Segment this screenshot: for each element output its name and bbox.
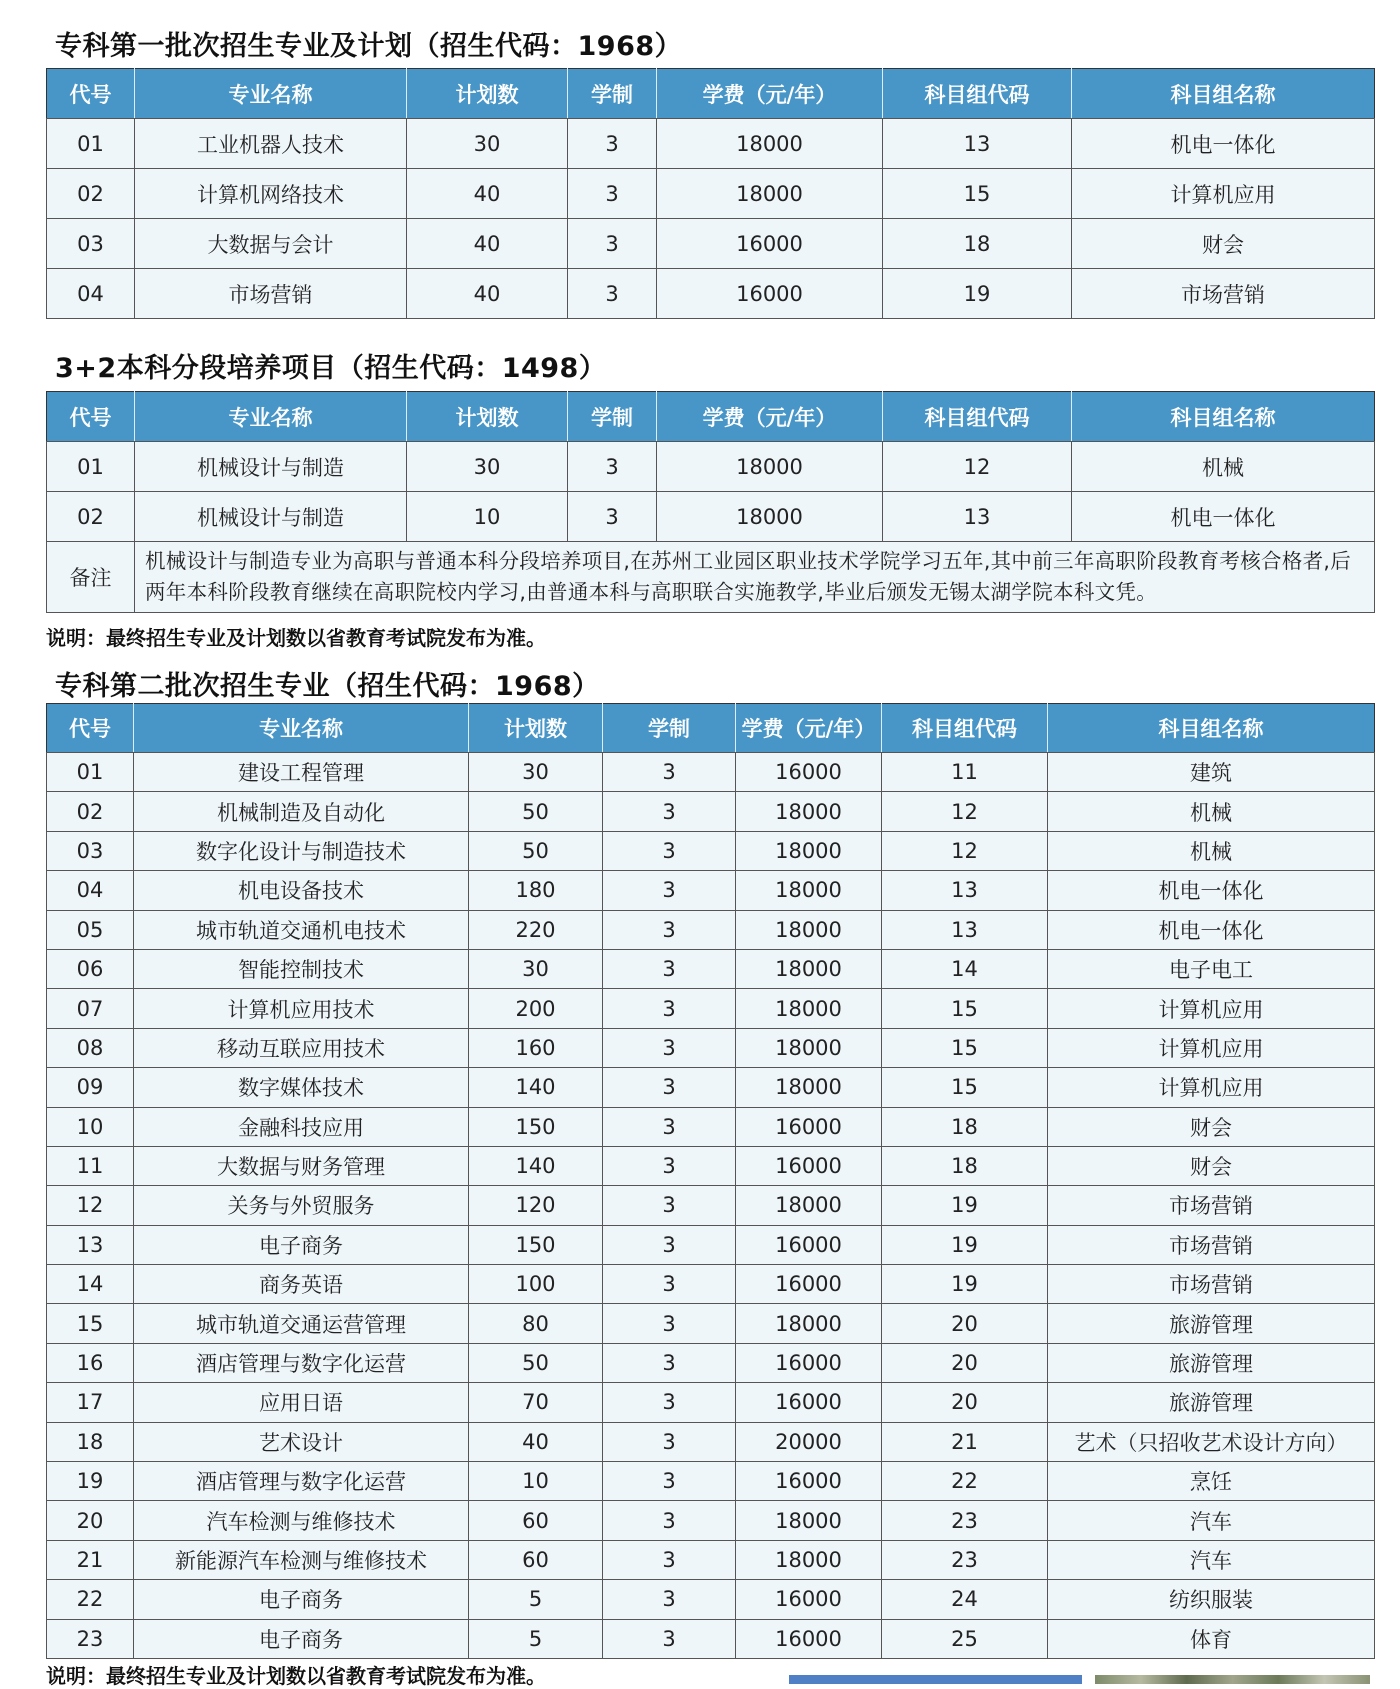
cell-code: 17 <box>47 1383 134 1422</box>
table-row <box>47 753 1375 792</box>
cell-subject-name: 计算机应用 <box>1048 989 1375 1028</box>
cell-years: 3 <box>603 792 736 831</box>
cell-major: 商务英语 <box>134 1265 469 1304</box>
cell-subject-code: 19 <box>882 1225 1048 1264</box>
table-row <box>47 1068 1375 1107</box>
col-header-subject-code: 科目组代码 <box>882 704 1048 753</box>
col-header-major: 专业名称 <box>135 392 407 442</box>
cell-tuition: 18000 <box>736 1068 882 1107</box>
cell-code: 23 <box>47 1619 134 1658</box>
table-row <box>47 442 1375 492</box>
cell-subject-code: 21 <box>882 1422 1048 1461</box>
cell-plan: 40 <box>407 269 568 319</box>
cell-tuition: 16000 <box>736 1146 882 1185</box>
cell-subject-name: 旅游管理 <box>1048 1343 1375 1382</box>
cell-years: 3 <box>603 753 736 792</box>
cell-years: 3 <box>603 1540 736 1579</box>
cell-major: 机电设备技术 <box>134 871 469 910</box>
cell-code: 22 <box>47 1580 134 1619</box>
cell-subject-code: 25 <box>882 1619 1048 1658</box>
table-row <box>47 989 1375 1028</box>
cell-tuition: 18000 <box>736 831 882 870</box>
col-header-code: 代号 <box>47 704 134 753</box>
cell-major: 酒店管理与数字化运营 <box>134 1462 469 1501</box>
cell-plan: 60 <box>469 1501 603 1540</box>
cell-code: 15 <box>47 1304 134 1343</box>
cell-years: 3 <box>603 1146 736 1185</box>
cell-plan: 140 <box>469 1146 603 1185</box>
cell-subject-name: 市场营销 <box>1072 269 1375 319</box>
cell-major: 金融科技应用 <box>134 1107 469 1146</box>
cell-major: 电子商务 <box>134 1225 469 1264</box>
table-row <box>47 1540 1375 1579</box>
cell-plan: 10 <box>469 1462 603 1501</box>
table-row <box>47 219 1375 269</box>
cell-plan: 150 <box>469 1225 603 1264</box>
note-text: 机械设计与制造专业为高职与普通本科分段培养项目,在苏州工业园区职业技术学院学习五年,其中前三年高职阶段教育考核合格者,后两年本科阶段教育继续在高职院校内学习,由普通本科与高职联合实施教学,毕业后颁发无锡太湖学院本科文凭。 <box>135 542 1375 613</box>
cell-code: 16 <box>47 1343 134 1382</box>
cell-subject-code: 19 <box>882 1186 1048 1225</box>
col-header-subject-name: 科目组名称 <box>1072 392 1375 442</box>
cell-code: 02 <box>47 169 135 219</box>
table-row <box>47 1501 1375 1540</box>
table-row <box>47 492 1375 542</box>
table-row <box>47 1343 1375 1382</box>
cell-major: 移动互联应用技术 <box>134 1028 469 1067</box>
cell-major: 大数据与会计 <box>135 219 407 269</box>
cell-years: 3 <box>603 1265 736 1304</box>
cell-major: 新能源汽车检测与维修技术 <box>134 1540 469 1579</box>
cell-major: 城市轨道交通机电技术 <box>134 910 469 949</box>
cell-subject-name: 机电一体化 <box>1048 871 1375 910</box>
cell-tuition: 18000 <box>736 1028 882 1067</box>
decorative-banner <box>789 1675 1082 1684</box>
cell-code: 18 <box>47 1422 134 1461</box>
cell-major: 计算机应用技术 <box>134 989 469 1028</box>
cell-subject-name: 体育 <box>1048 1619 1375 1658</box>
cell-years: 3 <box>603 989 736 1028</box>
cell-major: 机械制造及自动化 <box>134 792 469 831</box>
cell-subject-name: 机械 <box>1072 442 1375 492</box>
cell-subject-code: 18 <box>882 1146 1048 1185</box>
cell-plan: 100 <box>469 1265 603 1304</box>
table-row <box>47 831 1375 870</box>
cell-subject-code: 24 <box>882 1580 1048 1619</box>
cell-subject-code: 15 <box>883 169 1072 219</box>
col-header-years: 学制 <box>603 704 736 753</box>
cell-subject-name: 财会 <box>1048 1107 1375 1146</box>
cell-code: 12 <box>47 1186 134 1225</box>
cell-tuition: 16000 <box>736 1343 882 1382</box>
cell-code: 04 <box>47 269 135 319</box>
cell-years: 3 <box>603 1501 736 1540</box>
cell-subject-name: 财会 <box>1048 1146 1375 1185</box>
cell-years: 3 <box>603 1383 736 1422</box>
table-row <box>47 169 1375 219</box>
cell-code: 08 <box>47 1028 134 1067</box>
cell-code: 10 <box>47 1107 134 1146</box>
plan-table-3plus2 <box>46 391 1375 613</box>
cell-tuition: 16000 <box>736 1580 882 1619</box>
col-header-plan: 计划数 <box>469 704 603 753</box>
cell-code: 14 <box>47 1265 134 1304</box>
cell-tuition: 18000 <box>657 169 883 219</box>
cell-plan: 200 <box>469 989 603 1028</box>
table-row <box>47 1619 1375 1658</box>
cell-major: 城市轨道交通运营管理 <box>134 1304 469 1343</box>
cell-code: 20 <box>47 1501 134 1540</box>
cell-tuition: 18000 <box>736 989 882 1028</box>
col-header-subject-code: 科目组代码 <box>883 69 1072 119</box>
col-header-code: 代号 <box>47 392 135 442</box>
cell-plan: 40 <box>407 169 568 219</box>
cell-tuition: 18000 <box>736 871 882 910</box>
cell-major: 电子商务 <box>134 1580 469 1619</box>
cell-code: 03 <box>47 219 135 269</box>
col-header-major: 专业名称 <box>134 704 469 753</box>
col-header-code: 代号 <box>47 69 135 119</box>
cell-subject-name: 烹饪 <box>1048 1462 1375 1501</box>
cell-plan: 50 <box>469 792 603 831</box>
cell-plan: 220 <box>469 910 603 949</box>
cell-subject-code: 20 <box>882 1343 1048 1382</box>
cell-subject-name: 市场营销 <box>1048 1265 1375 1304</box>
cell-years: 3 <box>603 831 736 870</box>
cell-major: 计算机网络技术 <box>135 169 407 219</box>
cell-code: 13 <box>47 1225 134 1264</box>
cell-subject-code: 13 <box>883 492 1072 542</box>
cell-years: 3 <box>568 492 657 542</box>
cell-years: 3 <box>568 442 657 492</box>
table-row <box>47 871 1375 910</box>
table-row <box>47 910 1375 949</box>
cell-tuition: 16000 <box>736 1619 882 1658</box>
table-row <box>47 1107 1375 1146</box>
cell-years: 3 <box>603 1304 736 1343</box>
col-header-plan: 计划数 <box>407 69 568 119</box>
cell-subject-code: 14 <box>882 949 1048 988</box>
cell-subject-name: 机电一体化 <box>1048 910 1375 949</box>
cell-major: 智能控制技术 <box>134 949 469 988</box>
col-header-subject-name: 科目组名称 <box>1048 704 1375 753</box>
cell-subject-name: 旅游管理 <box>1048 1383 1375 1422</box>
cell-tuition: 18000 <box>657 119 883 169</box>
cell-major: 汽车检测与维修技术 <box>134 1501 469 1540</box>
cell-subject-name: 计算机应用 <box>1048 1068 1375 1107</box>
table-header-row <box>47 392 1375 442</box>
cell-years: 3 <box>568 219 657 269</box>
cell-plan: 140 <box>469 1068 603 1107</box>
table-row <box>47 1225 1375 1264</box>
table-row <box>47 949 1375 988</box>
cell-years: 3 <box>603 1068 736 1107</box>
cell-plan: 5 <box>469 1619 603 1658</box>
cell-plan: 150 <box>469 1107 603 1146</box>
cell-subject-code: 23 <box>882 1501 1048 1540</box>
section-title-3plus2: 3+2本科分段培养项目（招生代码：1498） <box>55 353 607 384</box>
cell-years: 3 <box>603 1107 736 1146</box>
cell-tuition: 18000 <box>657 492 883 542</box>
cell-major: 酒店管理与数字化运营 <box>134 1343 469 1382</box>
cell-subject-name: 纺织服装 <box>1048 1580 1375 1619</box>
cell-tuition: 18000 <box>736 949 882 988</box>
cell-subject-code: 20 <box>882 1304 1048 1343</box>
cell-code: 02 <box>47 792 134 831</box>
table-header-row <box>47 704 1375 753</box>
cell-major: 机械设计与制造 <box>135 492 407 542</box>
cell-tuition: 18000 <box>736 910 882 949</box>
table-row <box>47 1028 1375 1067</box>
cell-years: 3 <box>603 1343 736 1382</box>
cell-major: 工业机器人技术 <box>135 119 407 169</box>
cell-plan: 40 <box>407 219 568 269</box>
cell-subject-code: 15 <box>882 1068 1048 1107</box>
cell-plan: 80 <box>469 1304 603 1343</box>
cell-major: 数字媒体技术 <box>134 1068 469 1107</box>
cell-plan: 30 <box>469 949 603 988</box>
col-header-major: 专业名称 <box>135 69 407 119</box>
cell-subject-code: 19 <box>883 269 1072 319</box>
cell-subject-name: 财会 <box>1072 219 1375 269</box>
cell-subject-code: 18 <box>883 219 1072 269</box>
cell-code: 02 <box>47 492 135 542</box>
table-row <box>47 1383 1375 1422</box>
table-row <box>47 1462 1375 1501</box>
cell-plan: 30 <box>407 119 568 169</box>
table-row <box>47 1580 1375 1619</box>
cell-years: 3 <box>603 1422 736 1461</box>
table-header-row <box>47 69 1375 119</box>
table-row <box>47 1422 1375 1461</box>
cell-subject-code: 12 <box>882 792 1048 831</box>
cell-subject-code: 12 <box>882 831 1048 870</box>
cell-plan: 60 <box>469 1540 603 1579</box>
table-row <box>47 1186 1375 1225</box>
table-row <box>47 269 1375 319</box>
cell-plan: 40 <box>469 1422 603 1461</box>
cell-years: 3 <box>603 1186 736 1225</box>
cell-code: 01 <box>47 753 134 792</box>
cell-subject-name: 机械 <box>1048 831 1375 870</box>
cell-subject-name: 建筑 <box>1048 753 1375 792</box>
cell-plan: 120 <box>469 1186 603 1225</box>
cell-tuition: 18000 <box>736 1186 882 1225</box>
cell-major: 艺术设计 <box>134 1422 469 1461</box>
cell-subject-code: 11 <box>882 753 1048 792</box>
cell-years: 3 <box>603 1028 736 1067</box>
cell-code: 07 <box>47 989 134 1028</box>
plan-table-batch-2 <box>46 703 1375 1659</box>
cell-plan: 180 <box>469 871 603 910</box>
cell-tuition: 20000 <box>736 1422 882 1461</box>
cell-major: 关务与外贸服务 <box>134 1186 469 1225</box>
cell-plan: 30 <box>407 442 568 492</box>
cell-subject-code: 13 <box>882 910 1048 949</box>
cell-major: 大数据与财务管理 <box>134 1146 469 1185</box>
cell-subject-name: 机电一体化 <box>1072 119 1375 169</box>
cell-plan: 30 <box>469 753 603 792</box>
cell-subject-code: 15 <box>882 989 1048 1028</box>
cell-subject-name: 汽车 <box>1048 1540 1375 1579</box>
plan-table-batch-1 <box>46 68 1375 319</box>
cell-plan: 50 <box>469 1343 603 1382</box>
cell-code: 03 <box>47 831 134 870</box>
section-title-batch-2: 专科第二批次招生专业（招生代码：1968） <box>55 671 600 702</box>
col-header-years: 学制 <box>568 392 657 442</box>
cell-subject-name: 计算机应用 <box>1048 1028 1375 1067</box>
cell-years: 3 <box>603 1225 736 1264</box>
cell-tuition: 16000 <box>736 1107 882 1146</box>
table-row <box>47 1304 1375 1343</box>
cell-tuition: 16000 <box>657 269 883 319</box>
cell-subject-name: 汽车 <box>1048 1501 1375 1540</box>
cell-years: 3 <box>568 169 657 219</box>
cell-plan: 50 <box>469 831 603 870</box>
cell-code: 04 <box>47 871 134 910</box>
col-header-tuition: 学费（元/年） <box>657 69 883 119</box>
cell-code: 01 <box>47 442 135 492</box>
cell-years: 3 <box>603 871 736 910</box>
cell-subject-code: 13 <box>883 119 1072 169</box>
col-header-subject-name: 科目组名称 <box>1072 69 1375 119</box>
cell-subject-name: 市场营销 <box>1048 1186 1375 1225</box>
campus-photo <box>1095 1675 1370 1684</box>
cell-years: 3 <box>603 1462 736 1501</box>
cell-subject-name: 市场营销 <box>1048 1225 1375 1264</box>
section-title-batch-1: 专科第一批次招生专业及计划（招生代码：1968） <box>55 31 683 62</box>
footnote-3plus2: 说明：最终招生专业及计划数以省教育考试院发布为准。 <box>46 626 546 650</box>
cell-tuition: 18000 <box>657 442 883 492</box>
table-row <box>47 1146 1375 1185</box>
cell-tuition: 18000 <box>736 792 882 831</box>
cell-plan: 5 <box>469 1580 603 1619</box>
cell-code: 09 <box>47 1068 134 1107</box>
note-row <box>47 542 1375 613</box>
cell-subject-name: 电子电工 <box>1048 949 1375 988</box>
cell-years: 3 <box>568 269 657 319</box>
cell-years: 3 <box>603 949 736 988</box>
cell-years: 3 <box>603 910 736 949</box>
cell-major: 机械设计与制造 <box>135 442 407 492</box>
cell-subject-name: 艺术（只招收艺术设计方向） <box>1048 1422 1375 1461</box>
cell-subject-code: 20 <box>882 1383 1048 1422</box>
col-header-tuition: 学费（元/年） <box>736 704 882 753</box>
cell-major: 电子商务 <box>134 1619 469 1658</box>
cell-plan: 160 <box>469 1028 603 1067</box>
cell-subject-code: 12 <box>883 442 1072 492</box>
col-header-plan: 计划数 <box>407 392 568 442</box>
cell-code: 05 <box>47 910 134 949</box>
cell-tuition: 16000 <box>736 753 882 792</box>
table-row <box>47 792 1375 831</box>
cell-plan: 70 <box>469 1383 603 1422</box>
cell-tuition: 16000 <box>736 1383 882 1422</box>
cell-subject-name: 计算机应用 <box>1072 169 1375 219</box>
cell-subject-name: 旅游管理 <box>1048 1304 1375 1343</box>
cell-years: 3 <box>603 1619 736 1658</box>
cell-years: 3 <box>603 1580 736 1619</box>
col-header-years: 学制 <box>568 69 657 119</box>
col-header-subject-code: 科目组代码 <box>883 392 1072 442</box>
cell-subject-name: 机械 <box>1048 792 1375 831</box>
cell-major: 应用日语 <box>134 1383 469 1422</box>
cell-code: 21 <box>47 1540 134 1579</box>
cell-code: 11 <box>47 1146 134 1185</box>
cell-subject-code: 18 <box>882 1107 1048 1146</box>
cell-code: 19 <box>47 1462 134 1501</box>
cell-subject-code: 15 <box>882 1028 1048 1067</box>
col-header-tuition: 学费（元/年） <box>657 392 883 442</box>
table-row <box>47 119 1375 169</box>
cell-tuition: 16000 <box>657 219 883 269</box>
cell-plan: 10 <box>407 492 568 542</box>
cell-code: 06 <box>47 949 134 988</box>
cell-major: 市场营销 <box>135 269 407 319</box>
cell-tuition: 16000 <box>736 1225 882 1264</box>
cell-tuition: 18000 <box>736 1304 882 1343</box>
cell-tuition: 16000 <box>736 1265 882 1304</box>
note-label: 备注 <box>47 542 135 613</box>
cell-subject-code: 19 <box>882 1265 1048 1304</box>
cell-subject-name: 机电一体化 <box>1072 492 1375 542</box>
cell-subject-code: 13 <box>882 871 1048 910</box>
table-row <box>47 1265 1375 1304</box>
cell-tuition: 18000 <box>736 1501 882 1540</box>
cell-tuition: 16000 <box>736 1462 882 1501</box>
footnote-batch-2: 说明：最终招生专业及计划数以省教育考试院发布为准。 <box>46 1664 546 1688</box>
cell-major: 数字化设计与制造技术 <box>134 831 469 870</box>
cell-years: 3 <box>568 119 657 169</box>
cell-code: 01 <box>47 119 135 169</box>
cell-subject-code: 22 <box>882 1462 1048 1501</box>
cell-subject-code: 23 <box>882 1540 1048 1579</box>
cell-tuition: 18000 <box>736 1540 882 1579</box>
cell-major: 建设工程管理 <box>134 753 469 792</box>
